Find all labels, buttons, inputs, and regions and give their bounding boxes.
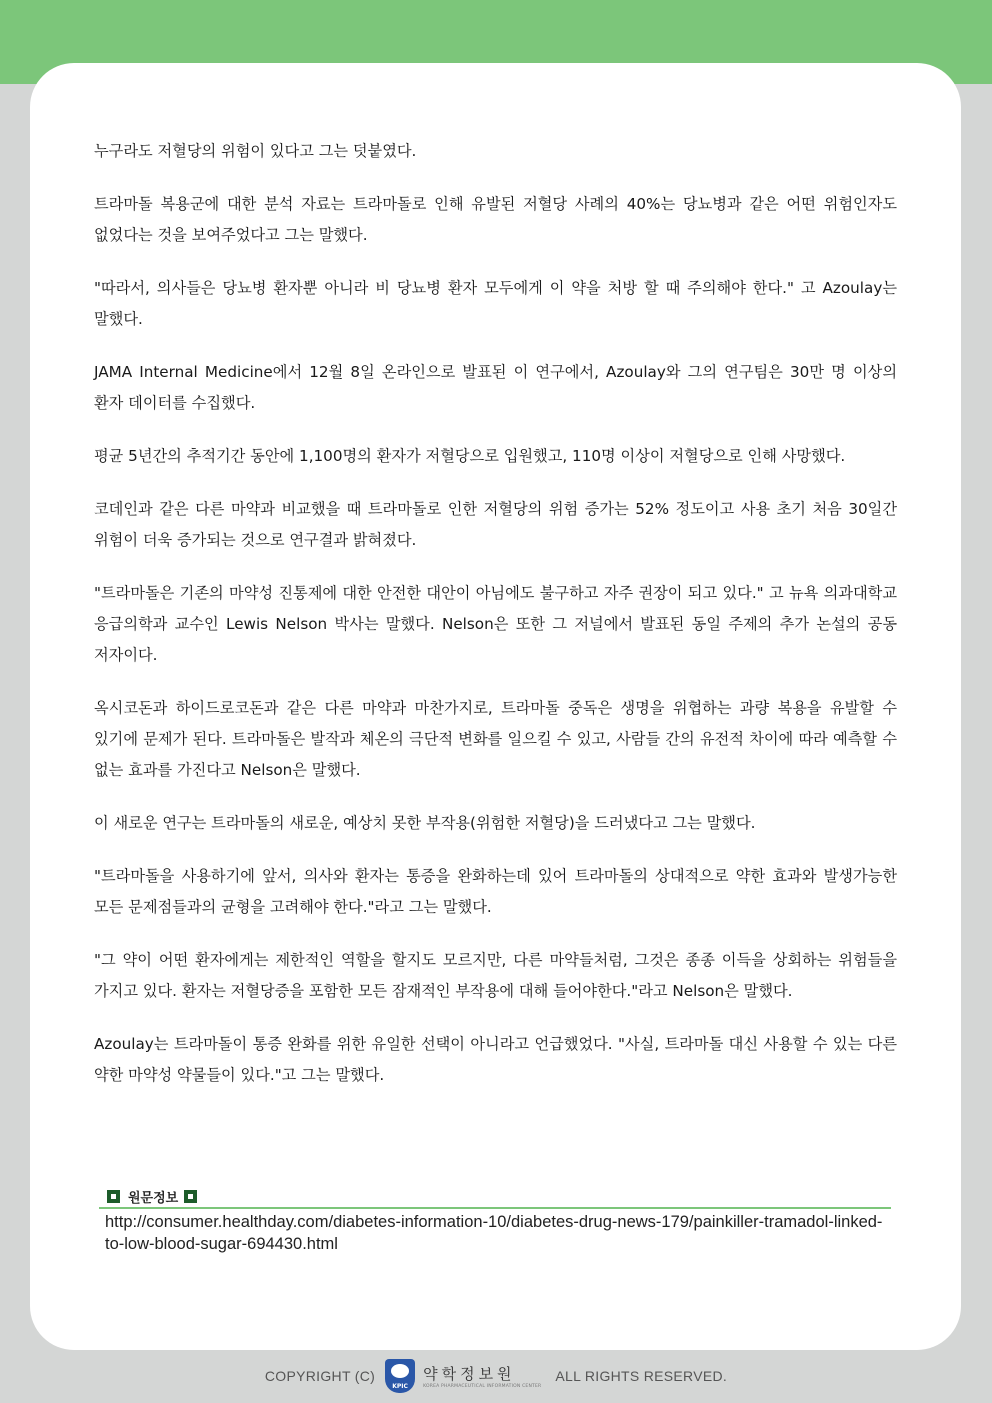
source-title: 원문정보 [128, 1190, 179, 1206]
copyright-text: COPYRIGHT (C) [264, 1368, 376, 1384]
logo-english-name: KOREA PHARMACEUTICAL INFORMATION CENTER [423, 1384, 542, 1389]
bullet-square-icon [184, 1190, 197, 1203]
paragraph: "트라마돌을 사용하기에 앞서, 의사와 환자는 통증을 완화하는데 있어 트라마돌의 상대적으로 약한 효과와 발생가능한 모든 문제점들과의 균형을 고려해야 한다."라고 그는 말했다. [94, 867, 897, 916]
paragraph: "트라마돌은 기존의 마약성 진통제에 대한 안전한 대안이 아님에도 불구하고 자주 권장이 되고 있다." 고 뉴욕 의과대학교 응급의학과 교수인 Lewis Nelson 박사는 말했다. Nelson은 또한 그 저널에서 발표된 동일 주제의 추가 논설의 공동 저자이다. [94, 584, 897, 664]
paragraph: "그 약이 어떤 환자에게는 제한적인 역할을 할지도 모르지만, 다른 마약들처럼, 그것은 종종 이득을 상회하는 위험들을 가지고 있다. 환자는 저혈당증을 포함한 모든 잠재적인 부작용에 대해 들어야한다."라고 Nelson은 말했다. [94, 951, 897, 1000]
footer [0, 1356, 992, 1396]
paragraph: 누구라도 저혈당의 위험이 있다고 그는 덧붙였다. [94, 142, 417, 160]
paragraph: 이 새로운 연구는 트라마돌의 새로운, 예상치 못한 부작용(위험한 저혈당)을 드러냈다고 그는 말했다. [94, 814, 756, 832]
paragraph: 코데인과 같은 다른 마약과 비교했을 때 트라마돌로 인한 저혈당의 위험 증가는 52% 정도이고 사용 초기 처음 30일간 위험이 더욱 증가되는 것으로 연구결과 밝혀졌다. [94, 500, 897, 549]
rights-text: ALL RIGHTS RESERVED. [555, 1368, 728, 1384]
logo-korean-name: 약학정보원 [423, 1365, 516, 1383]
paragraph: "따라서, 의사들은 당뇨병 환자뿐 아니라 비 당뇨병 환자 모두에게 이 약을 처방 할 때 주의해야 한다." 고 Azoulay는 말했다. [94, 279, 897, 328]
source-url-link[interactable]: http://consumer.healthday.com/diabetes-information-10/diabetes-drug-news-179/painkiller-tramadol-linked-to-low-blood-sugar-694430.html [105, 1213, 883, 1253]
bullet-square-icon [107, 1190, 120, 1203]
paragraph: JAMA Internal Medicine에서 12월 8일 온라인으로 발표된 이 연구에서, Azoulay와 그의 연구팀은 30만 명 이상의 환자 데이터를 수집했다. [94, 363, 897, 412]
article-body [94, 136, 897, 1113]
source-header [99, 1186, 891, 1206]
paragraph: Azoulay는 트라마돌이 통증 완화를 위한 유일한 선택이 아니라고 언급했었다. "사실, 트라마돌 대신 사용할 수 있는 다른 약한 마약성 약물들이 있다."고 그는 말했다. [94, 1035, 897, 1084]
paragraph: 트라마돌 복용군에 대한 분석 자료는 트라마돌로 인해 유발된 저혈당 사례의 40%는 당뇨병과 같은 어떤 위험인자도 없었다는 것을 보여주었다고 그는 말했다. [94, 195, 897, 244]
paragraph: 평균 5년간의 추적기간 동안에 1,100명의 환자가 저혈당으로 입원했고, 110명 이상이 저혈당으로 인해 사망했다. [94, 447, 846, 465]
kpic-shield-icon [385, 1359, 415, 1393]
source-info [99, 1186, 891, 1255]
paragraph: 옥시코돈과 하이드로코돈과 같은 다른 마약과 마찬가지로, 트라마돌 중독은 생명을 위협하는 과량 복용을 유발할 수 있기에 문제가 된다. 트라마돌은 발작과 체온의 극단적 변화를 일으킬 수 있고, 사람들 간의 유전적 차이에 따라 예측할 수 없는 효과를 가진다고 Nelson은 말했다. [94, 699, 897, 779]
kpic-logo [385, 1359, 541, 1393]
